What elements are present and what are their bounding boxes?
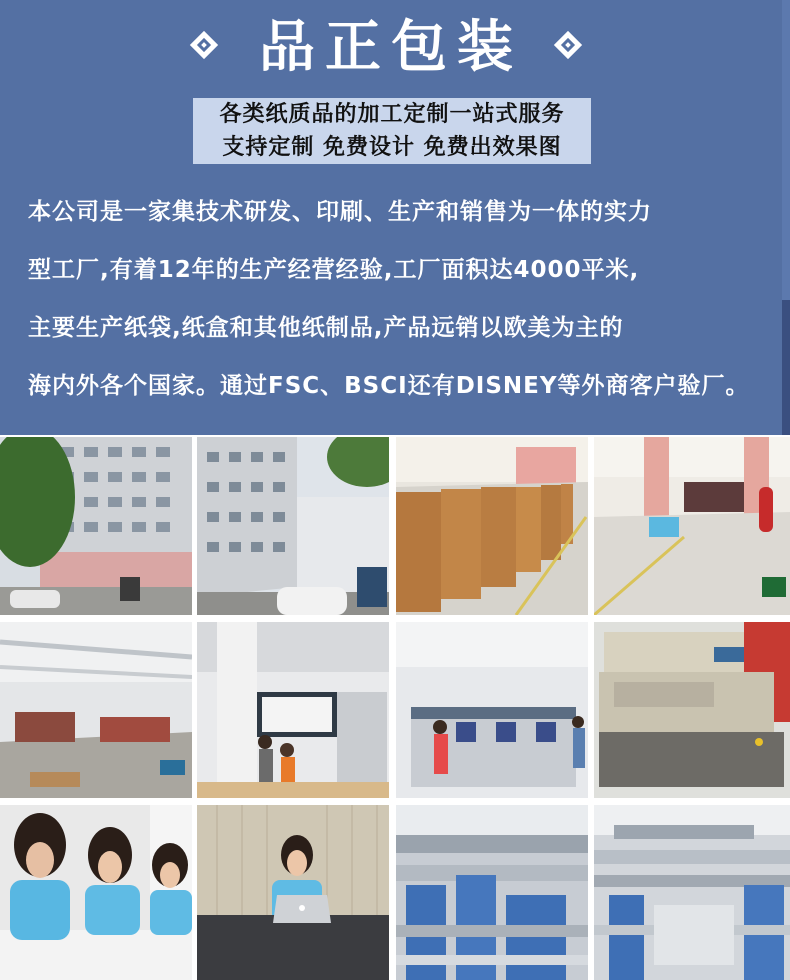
warehouse-wooden-crates-image bbox=[396, 437, 588, 615]
machine-rollers-closeup-image bbox=[396, 805, 588, 980]
photo-laptop-designer bbox=[197, 805, 389, 980]
factory-building-parking-image bbox=[197, 437, 389, 615]
intro-line: 型工厂,有着12年的生产经营经验,工厂面积达4000平米, bbox=[28, 257, 640, 283]
photo-machine-rollers-closeup bbox=[396, 805, 588, 980]
banner-edge-shadow bbox=[782, 300, 790, 435]
photo-design-team bbox=[0, 805, 192, 980]
photo-printing-line-operator bbox=[396, 622, 588, 798]
photo-production-hall bbox=[0, 622, 192, 798]
photo-packing-workshop bbox=[594, 437, 790, 615]
photo-machine-rollers-closeup-2 bbox=[594, 805, 790, 980]
design-team-image bbox=[0, 805, 192, 980]
laptop-designer-image bbox=[197, 805, 389, 980]
tagline-two: 支持定制 免费设计 免费出效果图 bbox=[193, 131, 591, 164]
photo-paper-cutting-machine bbox=[594, 622, 790, 798]
production-hall-image bbox=[0, 622, 192, 798]
photo-warehouse-wooden-crates bbox=[396, 437, 588, 615]
intro-line: 本公司是一家集技术研发、印刷、生产和销售为一体的实力 bbox=[28, 199, 652, 225]
photo-printing-press-operators bbox=[197, 622, 389, 798]
machine-rollers-closeup-2-image bbox=[594, 805, 790, 980]
intro-line: 海内外各个国家。通过FSC、BSCI还有DISNEY等外商客户验厂。 bbox=[28, 373, 750, 399]
paper-cutting-machine-image bbox=[594, 622, 790, 798]
photo-factory-building-street bbox=[0, 437, 192, 615]
printing-line-operator-image bbox=[396, 622, 588, 798]
company-intro bbox=[28, 183, 768, 415]
factory-building-street-image bbox=[0, 437, 192, 615]
page-title: 品正包装 bbox=[259, 15, 523, 80]
packing-workshop-image bbox=[594, 437, 790, 615]
photo-factory-building-parking bbox=[197, 437, 389, 615]
intro-line: 主要生产纸袋,纸盒和其他纸制品,产品远销以欧美为主的 bbox=[28, 315, 624, 341]
printing-press-operators-image bbox=[197, 622, 389, 798]
tagline-one: 各类纸质品的加工定制一站式服务 bbox=[193, 98, 591, 131]
